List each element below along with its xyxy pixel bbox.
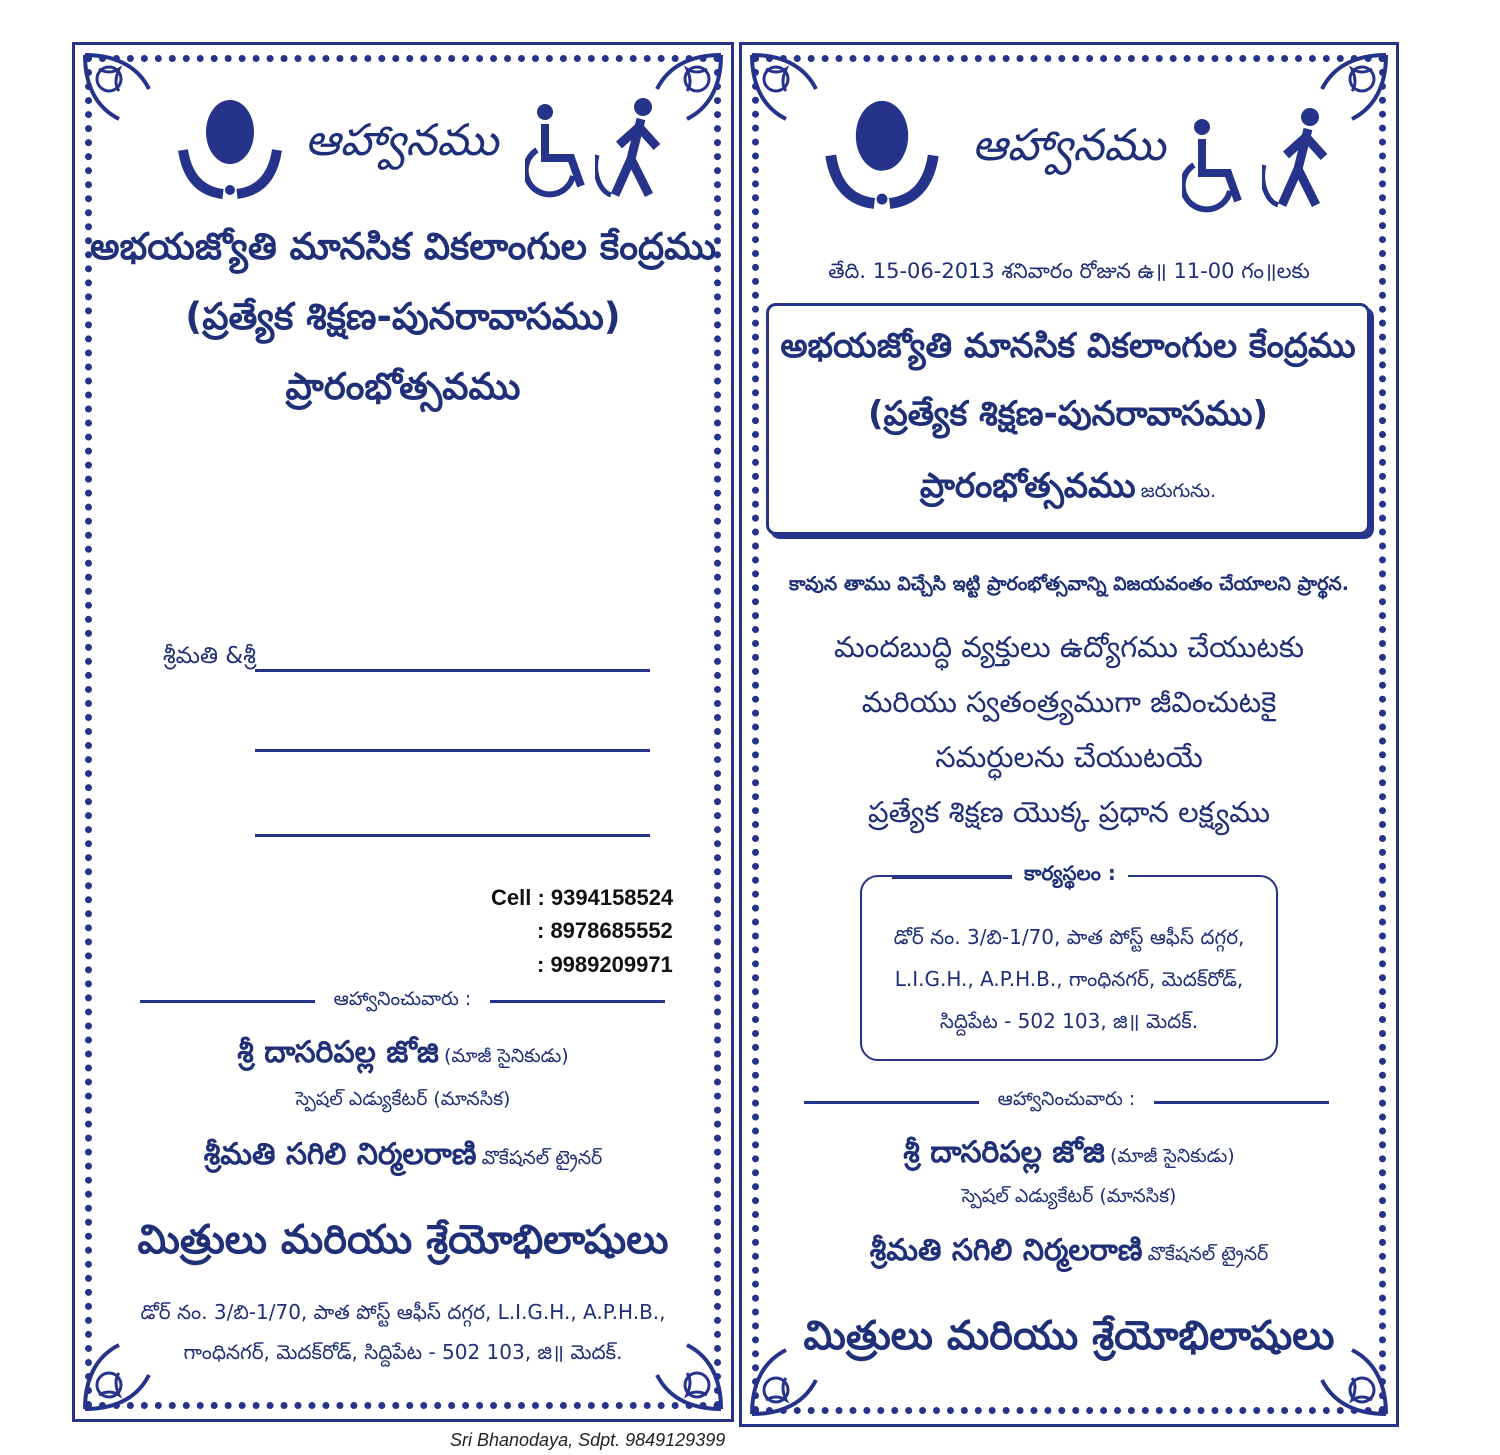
- event-suffix: జరుగును.: [1140, 480, 1217, 502]
- invitation-back-panel: [72, 42, 734, 1422]
- divider: [140, 1000, 315, 1003]
- divider: [490, 1000, 665, 1003]
- recipient-label: శ్రీమతి &శ్రీ: [163, 643, 256, 669]
- logo-row: [822, 90, 1362, 210]
- title-box: [766, 303, 1370, 535]
- walking-person-icon: [1262, 105, 1342, 210]
- recipient-line: [255, 834, 650, 837]
- event-title: ప్రారంభోత్సవము: [919, 466, 1136, 506]
- head-hands-logo-icon: [175, 90, 285, 200]
- host1-role: స్పెషల్ ఎడ్యుకేటర్ (మానసిక): [295, 1088, 511, 1110]
- divider: [892, 877, 1012, 879]
- corner-ornament-icon: [746, 49, 826, 129]
- org-subtitle: (ప్రత్యేక శిక్షణ-పునరావాసము): [185, 295, 621, 338]
- venue-line: డోర్ నం. 3/బి-1/70, పాత పోస్ట్ ఆఫీస్ దగ్గర,: [893, 925, 1245, 949]
- org-subtitle: (ప్రత్యేక శిక్షణ-పునరావాసము): [867, 394, 1269, 434]
- goal-line: ప్రత్యేక శిక్షణ యొక్క ప్రధాన లక్ష్యము: [868, 795, 1270, 829]
- walking-person-icon: [595, 95, 675, 200]
- cell-number: : 8978685552: [537, 918, 673, 943]
- goal-line: సమర్ధులను చేయుటయే: [935, 740, 1203, 774]
- address-line: డోర్ నం. 3/బి-1/70, పాత పోస్ట్ ఆఫీస్ దగ్గర, L.I.G.H., A.P.H.B.,: [140, 1300, 666, 1324]
- invitation-heading: ఆహ్వానము: [972, 120, 1166, 171]
- host1-name: శ్రీ దాసరిపల్ల జోజి: [903, 1135, 1105, 1170]
- host1-role: స్పెషల్ ఎడ్యుకేటర్ (మానసిక): [961, 1185, 1177, 1207]
- printer-credit: Sri Bhanodaya, Sdpt. 9849129399: [450, 1430, 726, 1450]
- goal-line: మందబుద్ధి వ్యక్తులు ఉద్యోగము చేయుటకు: [833, 630, 1305, 664]
- host2-name: శ్రీమతి సగిలి నిర్మలరాణి: [203, 1137, 477, 1172]
- host2-name: శ్రీమతి సగిలి నిర్మలరాణి: [869, 1233, 1143, 1268]
- host1-name: శ్రీ దాసరిపల్ల జోజి: [237, 1035, 439, 1070]
- cell-number: : 9989209971: [537, 952, 673, 977]
- head-hands-logo-icon: [822, 90, 942, 210]
- host2-role: వొకేషనల్ ట్రైనర్: [1147, 1243, 1269, 1265]
- org-name: అభయజ్యోతి మానసిక వికలాంగుల కేంద్రము: [780, 326, 1356, 366]
- divider: [804, 1101, 979, 1104]
- request-line: కావున తాము విచ్చేసి ఇట్టి ప్రారంభోత్సవాన్ని విజయవంతం చేయాలని ప్రార్థన.: [789, 573, 1349, 595]
- host1: [742, 1135, 1396, 1177]
- recipient-line: [255, 749, 650, 752]
- venue-line: L.I.G.H., A.P.H.B., గాంధినగర్, మెదక్‌రోడ్,: [894, 967, 1244, 991]
- address-line: గాంధినగర్, మెదక్‌రోడ్, సిద్దిపేట - 502 103, జి॥ మెదక్.: [183, 1340, 623, 1364]
- cell-number: Cell : 9394158524: [491, 885, 674, 910]
- wheelchair-icon: [525, 100, 595, 200]
- invitees-label: ఆహ్వానించువారు :: [333, 988, 472, 1010]
- invitation-heading: ఆహ్వానము: [305, 115, 499, 166]
- event-title: ప్రారంభోత్సవము: [285, 365, 521, 408]
- friends-line: మిత్రులు మరియు శ్రేయోభిలాషులు: [803, 1313, 1335, 1359]
- wheelchair-icon: [1182, 115, 1252, 215]
- venue-box: [860, 861, 1278, 1061]
- friends-line: మిత్రులు మరియు శ్రేయోభిలాషులు: [137, 1217, 669, 1263]
- host1-note: (మాజీ సైనికుడు): [1109, 1145, 1235, 1167]
- corner-ornament-icon: [79, 49, 159, 129]
- goal-line: మరియు స్వతంత్ర్యముగా జీవించుటకై: [861, 685, 1277, 719]
- org-name: అభయజ్యోతి మానసిక వికలాంగుల కేంద్రము: [89, 225, 717, 268]
- invitees-label: ఆహ్వానించువారు :: [997, 1088, 1136, 1110]
- event-title-row: [769, 466, 1367, 514]
- host2: [742, 1233, 1396, 1275]
- invitation-front-panel: [739, 42, 1399, 1427]
- recipient-line: [255, 669, 650, 672]
- host1: [75, 1035, 731, 1077]
- venue-label: కార్యస్థలం :: [1012, 861, 1128, 890]
- logo-row: [175, 90, 695, 210]
- divider: [1154, 1101, 1329, 1104]
- event-date-line: తేది. 15-06-2013 శనివారం రోజున ఉ॥ 11-00 గం॥లకు: [828, 259, 1310, 283]
- host1-note: (మాజీ సైనికుడు): [443, 1045, 569, 1067]
- venue-line: సిద్దిపేట - 502 103, జి॥ మెదక్.: [939, 1009, 1199, 1033]
- host2-role: వొకేషనల్ ట్రైనర్: [481, 1147, 603, 1169]
- host2: [75, 1137, 731, 1179]
